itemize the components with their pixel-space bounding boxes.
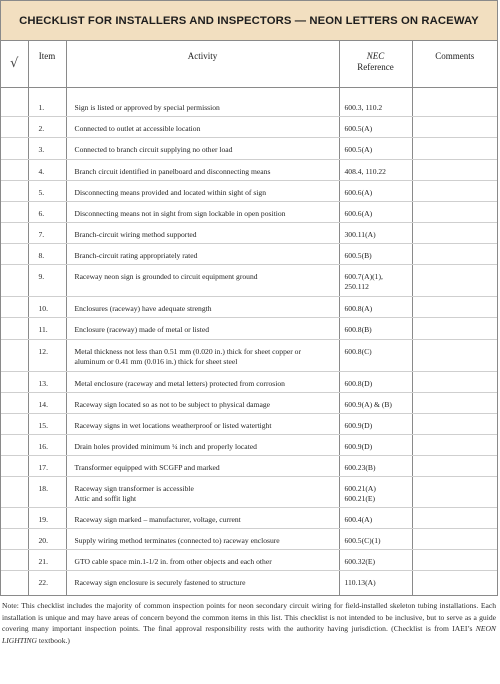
- check-cell[interactable]: [1, 413, 28, 434]
- nec-reference: 600.23(B): [339, 455, 412, 476]
- item-number: 1.: [28, 96, 66, 116]
- check-cell[interactable]: [1, 296, 28, 317]
- check-cell[interactable]: [1, 476, 28, 507]
- comments-cell[interactable]: [412, 317, 497, 339]
- checklist-row: [1, 413, 497, 434]
- activity-text: Branch-circuit rating appropriately rated: [66, 243, 339, 264]
- comments-cell[interactable]: [412, 243, 497, 264]
- check-cell[interactable]: [1, 201, 28, 222]
- footnote-book-title: NEON LIGHTING: [2, 624, 496, 645]
- nec-reference: 110.13(A): [339, 570, 412, 595]
- nec-reference: 600.7(A)(1), 250.112: [339, 264, 412, 296]
- comments-cell[interactable]: [412, 116, 497, 137]
- activity-column-header: Activity: [66, 41, 339, 87]
- activity-text: Drain holes provided minimum ¼ inch and properly located: [66, 434, 339, 455]
- item-number: 3.: [28, 137, 66, 159]
- checklist-row: [1, 264, 497, 296]
- item-number: 8.: [28, 243, 66, 264]
- nec-reference: 600.6(A): [339, 180, 412, 201]
- check-cell[interactable]: [1, 243, 28, 264]
- check-cell[interactable]: [1, 116, 28, 137]
- activity-text: Raceway sign located so as not to be subject to physical damage: [66, 392, 339, 413]
- comments-cell[interactable]: [412, 549, 497, 570]
- check-cell[interactable]: [1, 339, 28, 371]
- nec-reference: 300.11(A): [339, 222, 412, 243]
- check-cell[interactable]: [1, 455, 28, 476]
- checklist-row: [1, 243, 497, 264]
- activity-text: Metal enclosure (raceway and metal letters) protected from corrosion: [66, 371, 339, 392]
- activity-text: GTO cable space min.1-1/2 in. from other objects and each other: [66, 549, 339, 570]
- item-number: 18.: [28, 476, 66, 507]
- item-number: 12.: [28, 339, 66, 371]
- comments-cell[interactable]: [412, 528, 497, 549]
- item-number: 22.: [28, 570, 66, 595]
- item-number: 17.: [28, 455, 66, 476]
- checklist-row: [1, 392, 497, 413]
- checklist-row: [1, 201, 497, 222]
- comments-cell[interactable]: [412, 180, 497, 201]
- nec-reference: 600.9(A) & (B): [339, 392, 412, 413]
- checklist-row: [1, 455, 497, 476]
- activity-text: Branch circuit identified in panelboard and disconnecting means: [66, 159, 339, 180]
- item-number: 6.: [28, 201, 66, 222]
- comments-cell[interactable]: [412, 96, 497, 116]
- activity-text: Branch-circuit wiring method supported: [66, 222, 339, 243]
- activity-text: Sign is listed or approved by special permission: [66, 96, 339, 116]
- nec-reference: 600.8(C): [339, 339, 412, 371]
- nec-reference: 408.4, 110.22: [339, 159, 412, 180]
- item-number: 16.: [28, 434, 66, 455]
- nec-reference: 600.8(D): [339, 371, 412, 392]
- nec-reference: 600.5(B): [339, 243, 412, 264]
- checklist-row: [1, 507, 497, 528]
- checklist-row: [1, 434, 497, 455]
- footnote: [2, 600, 496, 646]
- checklist-row: [1, 317, 497, 339]
- comments-cell[interactable]: [412, 434, 497, 455]
- comments-cell[interactable]: [412, 371, 497, 392]
- nec-label: NEC: [366, 51, 385, 61]
- checklist-row: [1, 222, 497, 243]
- comments-cell[interactable]: [412, 137, 497, 159]
- nec-reference: 600.9(D): [339, 413, 412, 434]
- item-number: 10.: [28, 296, 66, 317]
- reference-label: Reference: [357, 62, 394, 72]
- activity-text: Enclosure (raceway) made of metal or listed: [66, 317, 339, 339]
- nec-reference: 600.5(C)(1): [339, 528, 412, 549]
- spacer-row: [1, 87, 497, 96]
- item-number: 7.: [28, 222, 66, 243]
- activity-text: Raceway neon sign is grounded to circuit equipment ground: [66, 264, 339, 296]
- check-cell[interactable]: [1, 371, 28, 392]
- check-cell[interactable]: [1, 180, 28, 201]
- check-cell[interactable]: [1, 392, 28, 413]
- nec-reference: 600.5(A): [339, 116, 412, 137]
- checkmark-icon: √: [10, 55, 19, 71]
- checklist-row: [1, 476, 497, 507]
- item-number: 13.: [28, 371, 66, 392]
- check-column-header: [1, 41, 28, 87]
- checklist-table: [1, 41, 497, 595]
- comments-cell[interactable]: [412, 413, 497, 434]
- checklist-row: [1, 296, 497, 317]
- activity-text: Metal thickness not less than 0.51 mm (0.020 in.) thick for sheet copper or aluminum or 0.41 mm (0.016 in.) thick for sheet steel: [66, 339, 339, 371]
- nec-reference: 600.8(B): [339, 317, 412, 339]
- reference-column-header: [339, 41, 412, 87]
- item-number: 9.: [28, 264, 66, 296]
- activity-text: Supply wiring method terminates (connected to) raceway enclosure: [66, 528, 339, 549]
- comments-cell[interactable]: [412, 570, 497, 595]
- item-number: 11.: [28, 317, 66, 339]
- comments-cell[interactable]: [412, 201, 497, 222]
- item-number: 20.: [28, 528, 66, 549]
- comments-cell[interactable]: [412, 476, 497, 507]
- checklist-row: [1, 339, 497, 371]
- item-number: 19.: [28, 507, 66, 528]
- check-cell[interactable]: [1, 549, 28, 570]
- item-number: 5.: [28, 180, 66, 201]
- comments-cell[interactable]: [412, 392, 497, 413]
- comments-cell[interactable]: [412, 296, 497, 317]
- checklist-row: [1, 159, 497, 180]
- activity-text: Disconnecting means provided and located within sight of sign: [66, 180, 339, 201]
- item-number: 15.: [28, 413, 66, 434]
- checklist-row: [1, 549, 497, 570]
- comments-column-header: Comments: [412, 41, 497, 87]
- checklist-row: [1, 180, 497, 201]
- activity-text: Disconnecting means not in sight from sign lockable in open position: [66, 201, 339, 222]
- item-column-header: Item: [28, 41, 66, 87]
- check-cell[interactable]: [1, 264, 28, 296]
- comments-cell[interactable]: [412, 159, 497, 180]
- check-cell[interactable]: [1, 434, 28, 455]
- activity-text: Enclosures (raceway) have adequate strength: [66, 296, 339, 317]
- checklist-row: [1, 116, 497, 137]
- checklist-row: [1, 570, 497, 595]
- nec-reference: 600.21(A) 600.21(E): [339, 476, 412, 507]
- check-cell[interactable]: [1, 570, 28, 595]
- item-number: 21.: [28, 549, 66, 570]
- nec-reference: 600.3, 110.2: [339, 96, 412, 116]
- item-number: 2.: [28, 116, 66, 137]
- nec-reference: 600.8(A): [339, 296, 412, 317]
- checklist-title: CHECKLIST FOR INSTALLERS AND INSPECTORS — NEON LETTERS ON RACEWAY: [1, 1, 497, 41]
- activity-text: Raceway signs in wet locations weatherproof or listed watertight: [66, 413, 339, 434]
- footnote-end: textbook.): [37, 635, 70, 645]
- header-row: [1, 41, 497, 87]
- item-number: 4.: [28, 159, 66, 180]
- activity-text: Raceway sign enclosure is securely fastened to structure: [66, 570, 339, 595]
- nec-reference: 600.5(A): [339, 137, 412, 159]
- check-cell[interactable]: [1, 528, 28, 549]
- activity-text: Raceway sign marked – manufacturer, voltage, current: [66, 507, 339, 528]
- footnote-text: Note: This checklist includes the majority of common inspection points for neon secondary circuit wiring for field-installed skeleton tubing installations. Each installation is unique and may have areas of concern beyond the common items in this list. This checklist is not intended to be inclusive, but to serve as a guide covering many important inspection points. The final approval responsibility rests with the authority having jurisdiction. (Checklist is from IAEI’s: [2, 601, 496, 633]
- nec-reference: 600.32(E): [339, 549, 412, 570]
- checklist-row: [1, 96, 497, 116]
- item-number: 14.: [28, 392, 66, 413]
- comments-cell[interactable]: [412, 455, 497, 476]
- activity-text: Transformer equipped with SCGFP and marked: [66, 455, 339, 476]
- checklist-rows: [1, 87, 497, 595]
- checklist-row: [1, 528, 497, 549]
- comments-cell[interactable]: [412, 264, 497, 296]
- check-cell[interactable]: [1, 159, 28, 180]
- check-cell[interactable]: [1, 507, 28, 528]
- nec-reference: 600.6(A): [339, 201, 412, 222]
- nec-reference: 600.4(A): [339, 507, 412, 528]
- activity-text: Connected to outlet at accessible location: [66, 116, 339, 137]
- nec-reference: 600.9(D): [339, 434, 412, 455]
- comments-cell[interactable]: [412, 507, 497, 528]
- checklist-row: [1, 371, 497, 392]
- check-cell[interactable]: [1, 96, 28, 116]
- check-cell[interactable]: [1, 222, 28, 243]
- check-cell[interactable]: [1, 317, 28, 339]
- comments-cell[interactable]: [412, 339, 497, 371]
- checklist-row: [1, 137, 497, 159]
- comments-cell[interactable]: [412, 222, 497, 243]
- activity-text: Raceway sign transformer is accessible Attic and soffit light: [66, 476, 339, 507]
- activity-text: Connected to branch circuit supplying no other load: [66, 137, 339, 159]
- check-cell[interactable]: [1, 137, 28, 159]
